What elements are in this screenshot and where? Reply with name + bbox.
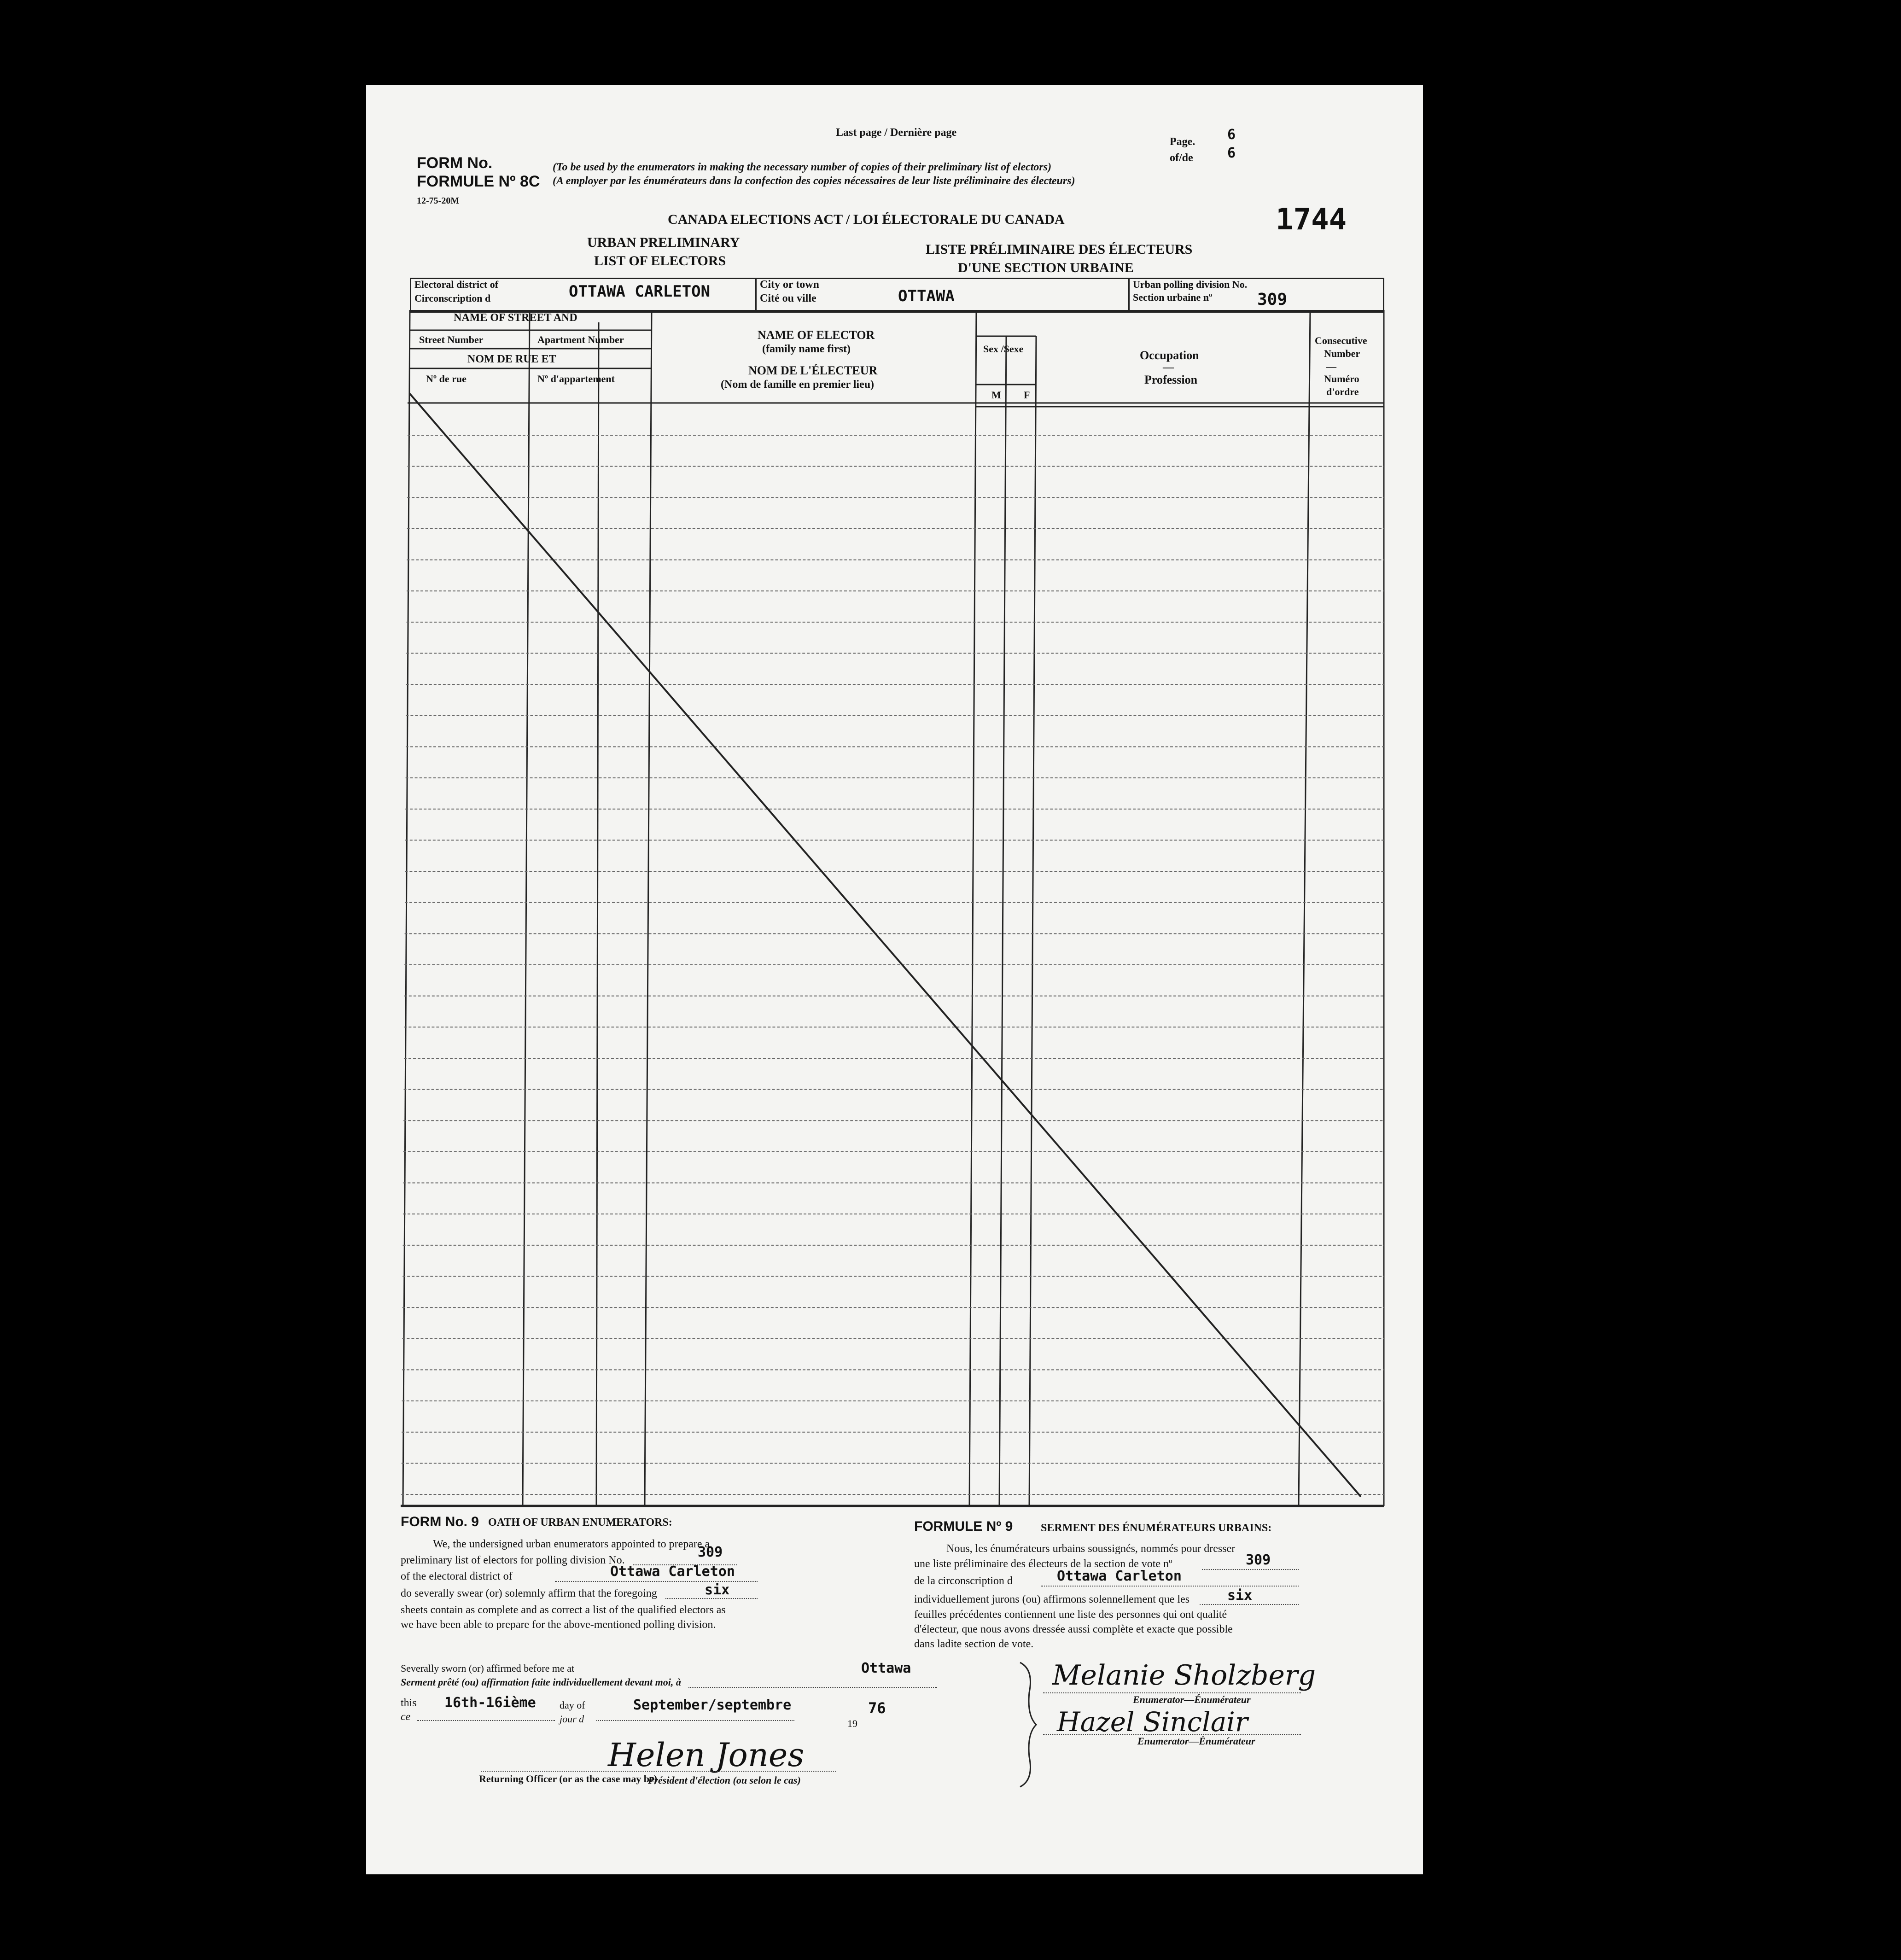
col-apt-number: Apartment Number (537, 334, 624, 345)
page-value: 6 (1227, 127, 1236, 143)
sworn-year-prefix: 19 (847, 1718, 857, 1729)
title-fr-line2: D'UNE SECTION URBAINE (958, 260, 1134, 275)
oath-fr-line2: une liste préliminaire des électeurs de la section de vote nº (914, 1558, 1172, 1570)
page-label: Page. (1170, 136, 1195, 148)
col-nom-rue: NOM DE RUE ET (467, 353, 556, 365)
oath-fr-line1: Nous, les énumérateurs urbains soussignés, nommés pour dresser (946, 1543, 1236, 1555)
city-label-en: City or town (760, 279, 819, 291)
title-fr-line1: LISTE PRÉLIMINAIRE DES ÉLECTEURS (926, 242, 1193, 257)
col-profession: Profession (1144, 373, 1198, 386)
col-consec-3: Numéro (1324, 373, 1359, 385)
of-label: of/de (1170, 152, 1193, 164)
form-no-label: FORM No. (417, 154, 493, 172)
oath-fr-line7: dans ladite section de vote. (914, 1638, 1034, 1650)
title-en-line1: URBAN PRELIMINARY (587, 235, 740, 250)
oath-en-line1: We, the undersigned urban enumerators appointed to prepare a (433, 1538, 710, 1550)
sworn-ce: ce (401, 1711, 411, 1723)
col-sex: Sex /Sexe (983, 343, 1024, 355)
oath-en-sheets-value: six (705, 1582, 730, 1598)
city-value: OTTAWA (898, 287, 955, 305)
district-value: OTTAWA CARLETON (569, 282, 711, 301)
sworn-day-value: 16th-16ième (444, 1695, 536, 1711)
oath-fr-district-value: Ottawa Carleton (1057, 1568, 1182, 1584)
returning-officer-label: Returning Officer (or as the case may be) (479, 1773, 658, 1785)
form-code: 12-75-20M (417, 196, 460, 206)
usage-note-fr: (A employer par les énumérateurs dans la confection des copies nécessaires de leur liste préliminaire des électeurs) (553, 175, 1075, 187)
oath-fr-line5: feuilles précédentes contiennent une liste des personnes qui ont qualité (914, 1609, 1227, 1621)
enumerator-signature-1: Melanie Sholzberg (1052, 1659, 1316, 1692)
sworn-line2: Serment prêté (ou) affirmation faite individuellement devant moi, à (401, 1676, 681, 1688)
city-label-fr: Cité ou ville (760, 292, 816, 304)
col-street-number: Street Number (419, 334, 484, 345)
sworn-day-of: day of (560, 1699, 585, 1711)
oath-en-line5: sheets contain as complete and as correct a list of the qualified electors as (401, 1604, 726, 1616)
serial-number: 1744 (1276, 203, 1347, 237)
enumerator-signature-2: Hazel Sinclair (1057, 1706, 1248, 1738)
col-consec-1: Consecutive (1315, 335, 1367, 346)
oath-en-line2: preliminary list of electors for polling division No. (401, 1554, 625, 1566)
oath-fr-sheets-value: six (1227, 1587, 1253, 1604)
col-sex-f: F (1024, 389, 1030, 401)
col-no-apt: Nº d'appartement (537, 373, 615, 385)
oath-fr-title-b: SERMENT DES ÉNUMÉRATEURS URBAINS: (1041, 1522, 1272, 1534)
oath-en-district-value: Ottawa Carleton (610, 1563, 735, 1580)
sworn-this: this (401, 1697, 417, 1709)
formule-no-label: FORMULE Nº 8C (417, 173, 540, 190)
col-consec-dash: — (1326, 361, 1336, 372)
poll-label-fr: Section urbaine nº (1133, 292, 1213, 303)
poll-label-en: Urban polling division No. (1133, 279, 1248, 290)
oath-en-poll-value: 309 (698, 1544, 723, 1560)
col-street-head: NAME OF STREET AND (454, 312, 577, 324)
sworn-year-value: 76 (868, 1699, 886, 1717)
title-en-line2: LIST OF ELECTORS (594, 253, 726, 268)
oath-fr-line6: d'électeur, que nous avons dressée aussi complète et exacte que possible (914, 1623, 1233, 1635)
sworn-line1: Severally sworn (or) affirmed before me at (401, 1662, 575, 1674)
oath-fr-title-a: FORMULE Nº 9 (914, 1519, 1013, 1534)
sworn-place-value: Ottawa (861, 1660, 911, 1676)
poll-value: 309 (1257, 290, 1288, 309)
oath-fr-poll-value: 309 (1246, 1552, 1271, 1568)
col-consec-2: Number (1324, 348, 1360, 359)
oath-en-line4: do severally swear (or) solemnly affirm that the foregoing (401, 1587, 657, 1599)
col-no-rue: Nº de rue (426, 373, 467, 385)
oath-fr-line4: individuellement jurons (ou) affirmons solennellement que les (914, 1593, 1190, 1605)
usage-note-en: (To be used by the enumerators in making the necessary number of copies of their preliminary list of electors) (553, 161, 1052, 173)
col-elector-sub-fr: (Nom de famille en premier lieu) (721, 379, 875, 391)
oath-en-line3: of the electoral district of (401, 1570, 513, 1582)
enumerator-label-1: Enumerator—Énumérateur (1133, 1694, 1251, 1705)
of-value: 6 (1227, 145, 1236, 161)
col-consec-4: d'ordre (1326, 386, 1359, 397)
act-title: CANADA ELECTIONS ACT / LOI ÉLECTORALE DU CANADA (668, 212, 1065, 227)
district-label-fr: Circonscription d (414, 292, 491, 304)
oath-en-title-b: OATH OF URBAN ENUMERATORS: (488, 1517, 672, 1528)
col-elector-sub: (family name first) (762, 343, 851, 355)
form-sheet (366, 85, 1423, 1874)
last-page-label: Last page / Dernière page (836, 127, 957, 139)
oath-en-title-a: FORM No. 9 (401, 1514, 479, 1529)
returning-officer-signature: Helen Jones (608, 1736, 805, 1774)
president-label: Président d'élection (ou selon le cas) (648, 1774, 801, 1786)
sworn-jour-d: jour d (560, 1713, 584, 1725)
col-elector-head-fr: NOM DE L'ÉLECTEUR (748, 364, 878, 377)
col-elector-head: NAME OF ELECTOR (758, 328, 875, 342)
oath-fr-line3: de la circonscription d (914, 1575, 1013, 1587)
col-sex-m: M (991, 389, 1001, 401)
signature-bracket (1015, 1660, 1043, 1789)
enumerator-label-2: Enumerator—Énumérateur (1137, 1735, 1255, 1747)
col-occupation-dash: — (1163, 362, 1174, 373)
district-label-en: Electoral district of (414, 279, 499, 290)
sworn-month-value: September/septembre (633, 1697, 792, 1713)
col-occupation: Occupation (1140, 349, 1199, 362)
oath-en-line6: we have been able to prepare for the above-mentioned polling division. (401, 1619, 716, 1631)
